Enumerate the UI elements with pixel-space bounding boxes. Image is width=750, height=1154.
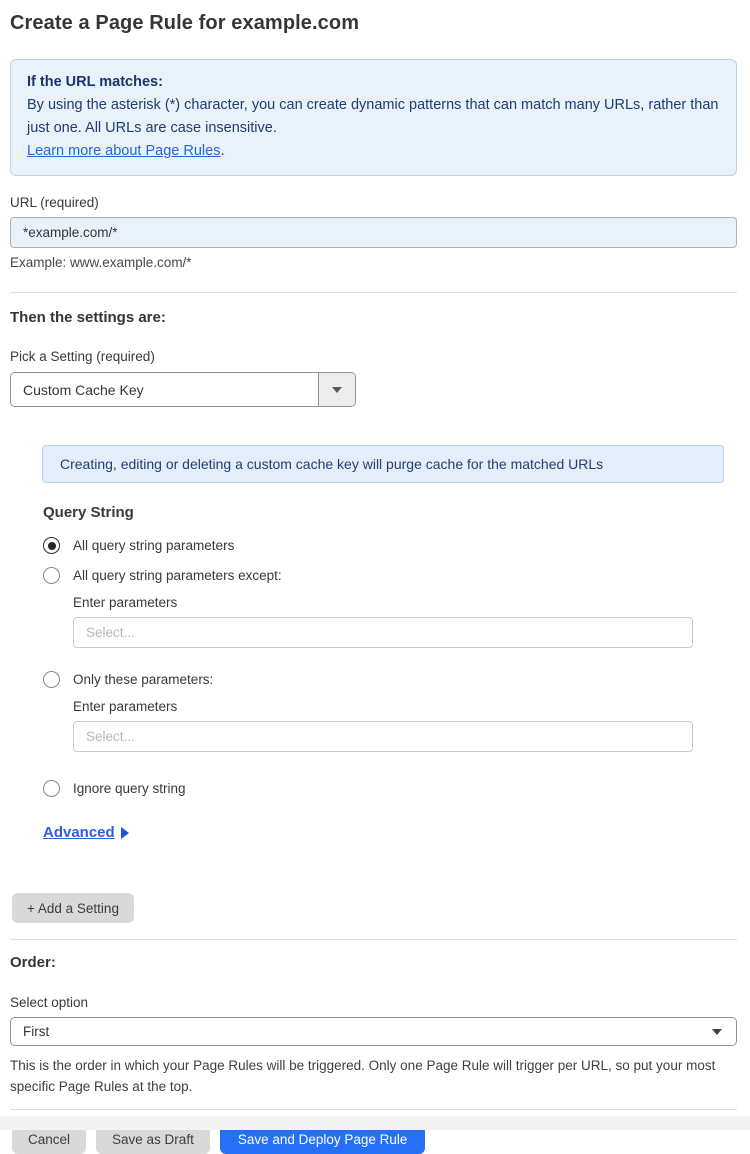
- radio-label: Only these parameters:: [73, 672, 214, 687]
- chevron-down-icon: [712, 1029, 722, 1035]
- advanced-link[interactable]: [43, 824, 129, 841]
- save-and-deploy-button[interactable]: Save and Deploy Page Rule: [220, 1125, 426, 1154]
- chevron-down-icon: [332, 387, 342, 393]
- settings-heading: Then the settings are:: [10, 309, 166, 326]
- triangle-right-icon: [121, 827, 129, 839]
- divider: [10, 1109, 737, 1110]
- url-match-info-box: [10, 59, 737, 176]
- learn-more-link[interactable]: Learn more about Page Rules: [27, 143, 221, 159]
- setting-dropdown[interactable]: [10, 372, 356, 407]
- radio-all-params-except[interactable]: [43, 567, 737, 584]
- page-background-strip: [0, 1116, 750, 1130]
- except-parameters-input[interactable]: [73, 617, 693, 648]
- radio-ignore-query-string[interactable]: [43, 780, 737, 797]
- order-select-label: Select option: [10, 995, 89, 1010]
- url-input[interactable]: [10, 217, 737, 248]
- pick-setting-label: Pick a Setting (required): [10, 349, 155, 364]
- cancel-button[interactable]: Cancel: [12, 1125, 86, 1154]
- setting-dropdown-value: Custom Cache Key: [23, 381, 144, 398]
- save-as-draft-button[interactable]: Save as Draft: [96, 1125, 210, 1154]
- radio-icon[interactable]: [43, 671, 60, 688]
- link-period: .: [220, 143, 225, 159]
- radio-icon[interactable]: [43, 567, 60, 584]
- order-description: This is the order in which your Page Rules will be triggered. Only one Page Rule will trigger per URL, so put your most specific Page Rules at the top.: [10, 1058, 716, 1094]
- enter-parameters-label: Enter parameters: [73, 699, 178, 714]
- radio-icon[interactable]: [43, 537, 60, 554]
- cache-purge-notice: [42, 445, 724, 483]
- page-title: Create a Page Rule for example.com: [10, 12, 360, 34]
- order-dropdown-value: First: [23, 1024, 50, 1039]
- info-box-link-row: [27, 140, 720, 163]
- order-dropdown[interactable]: [10, 1017, 737, 1046]
- add-setting-button[interactable]: + Add a Setting: [12, 893, 134, 923]
- divider: [10, 292, 737, 293]
- url-input-value: *example.com/*: [23, 225, 118, 240]
- query-string-section: [43, 504, 737, 797]
- radio-label: All query string parameters except:: [73, 568, 282, 583]
- cache-purge-notice-text: Creating, editing or deleting a custom cache key will purge cache for the matched URLs: [60, 456, 604, 472]
- radio-icon[interactable]: [43, 780, 60, 797]
- url-example-text: Example: www.example.com/*: [10, 255, 192, 270]
- only-parameters-input[interactable]: [73, 721, 693, 752]
- advanced-link-text: Advanced: [43, 824, 115, 841]
- url-label: URL (required): [10, 195, 99, 210]
- radio-only-these-params[interactable]: [43, 671, 737, 688]
- radio-label: Ignore query string: [73, 781, 186, 796]
- divider: [10, 939, 737, 940]
- info-box-heading: If the URL matches:: [27, 74, 163, 90]
- radio-all-query-params[interactable]: [43, 537, 737, 554]
- info-box-body: By using the asterisk (*) character, you can create dynamic patterns that can match many URLs, rather than just one. All URLs are case insensitive.: [27, 97, 719, 136]
- order-heading: Order:: [10, 954, 56, 971]
- query-string-heading: Query String: [43, 504, 134, 521]
- setting-dropdown-arrow-box[interactable]: [318, 373, 355, 406]
- radio-label: All query string parameters: [73, 538, 235, 553]
- enter-parameters-label: Enter parameters: [73, 595, 178, 610]
